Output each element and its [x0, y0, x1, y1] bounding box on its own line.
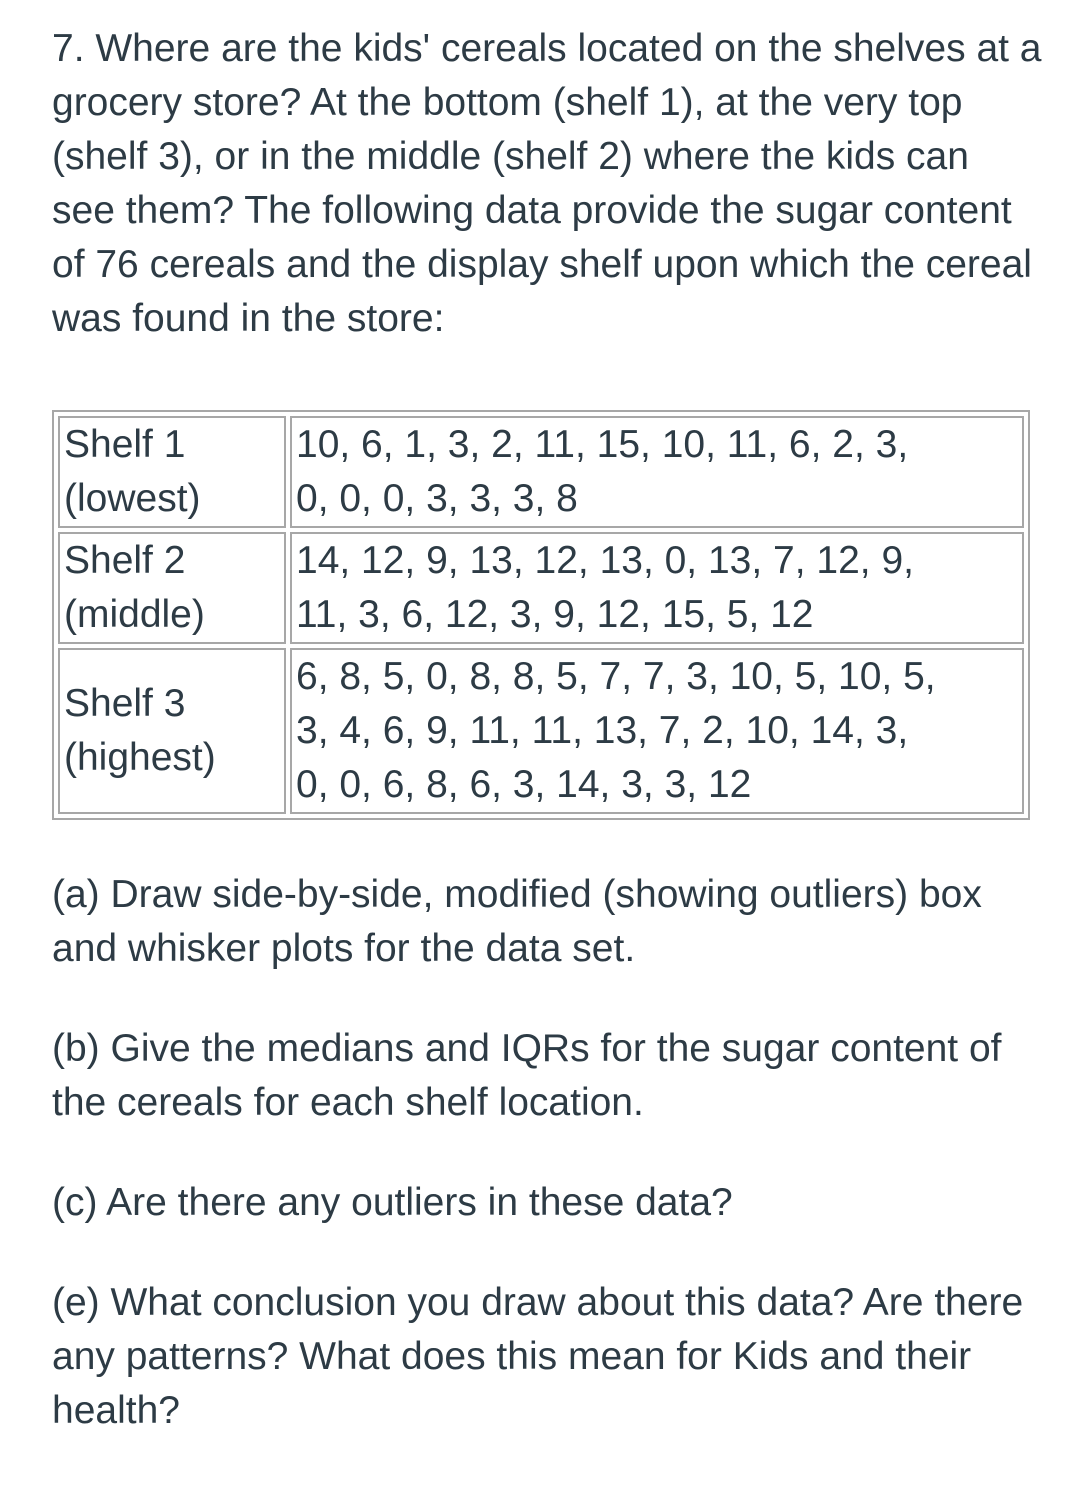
shelf-1-label — [58, 416, 286, 528]
shelf-label-line: Shelf 2 — [64, 539, 186, 582]
values-line: 0, 0, 6, 8, 6, 3, 14, 3, 3, 12 — [296, 763, 752, 806]
shelf-label-line: (lowest) — [64, 477, 201, 520]
values-line: 10, 6, 1, 3, 2, 11, 15, 10, 11, 6, 2, 3, — [296, 423, 909, 466]
problem-intro: 7. Where are the kids' cereals located on the shelves at a grocery store? At the bottom (shelf 1), at the very top (shelf 3), or in the middle (shelf 2) where the kids can see them? The following data provide the sugar content of 76 cereals and the display shelf upon which the cereal was found in the store: — [52, 27, 1042, 340]
question-e: (e) What conclusion you draw about this data? Are there any patterns? What does this mean for Kids and their health? — [52, 1281, 1024, 1432]
problem-page — [52, 22, 1042, 1484]
shelf-3-values — [290, 648, 1024, 814]
values-line: 14, 12, 9, 13, 12, 13, 0, 13, 7, 12, 9, — [296, 539, 914, 582]
values-line: 6, 8, 5, 0, 8, 8, 5, 7, 7, 3, 10, 5, 10, 5, — [296, 655, 936, 698]
table-row — [58, 648, 1024, 814]
shelf-1-values — [290, 416, 1024, 528]
question-a: (a) Draw side-by-side, modified (showing outliers) box and whisker plots for the data set. — [52, 873, 982, 970]
question-list — [52, 868, 1042, 1438]
table-row — [58, 416, 1024, 528]
sugar-data-table — [52, 410, 1030, 820]
shelf-2-label — [58, 532, 286, 644]
shelf-3-label — [58, 648, 286, 814]
table-row — [58, 532, 1024, 644]
shelf-label-line: (highest) — [64, 736, 216, 779]
shelf-label-line: Shelf 1 — [64, 423, 186, 466]
values-line: 0, 0, 0, 3, 3, 3, 8 — [296, 477, 578, 520]
question-b: (b) Give the medians and IQRs for the sugar content of the cereals for each shelf location. — [52, 1027, 1002, 1124]
values-line: 3, 4, 6, 9, 11, 11, 13, 7, 2, 10, 14, 3, — [296, 709, 909, 752]
values-line: 11, 3, 6, 12, 3, 9, 12, 15, 5, 12 — [296, 593, 814, 636]
shelf-label-line: Shelf 3 — [64, 682, 186, 725]
shelf-label-line: (middle) — [64, 593, 205, 636]
question-c: (c) Are there any outliers in these data? — [52, 1181, 733, 1224]
shelf-2-values — [290, 532, 1024, 644]
